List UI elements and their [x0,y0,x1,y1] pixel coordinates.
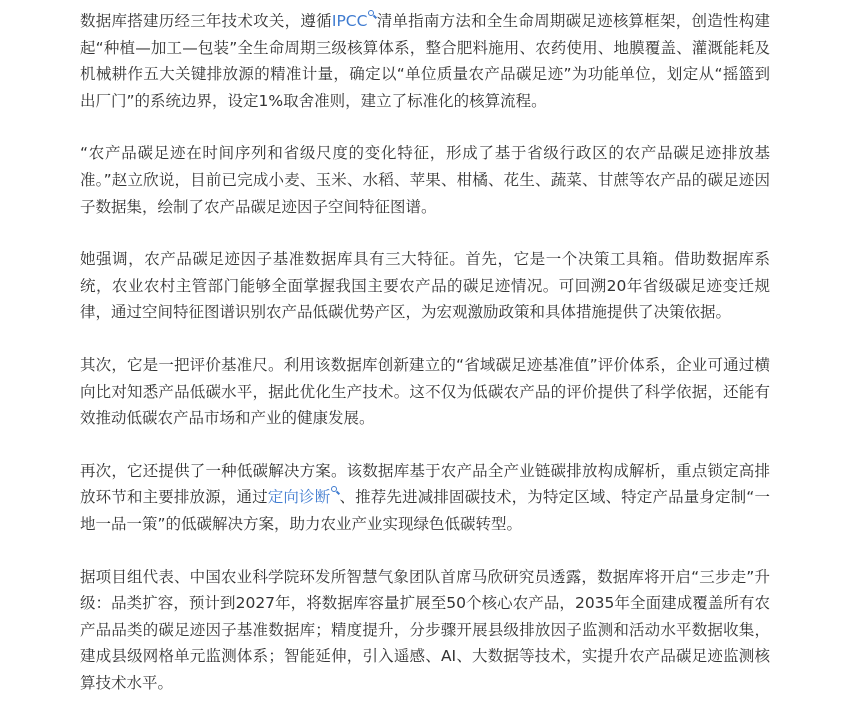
paragraph-text: 清单指南方法和全生命周期碳足迹核算框架，创造性构建起“种植—加工—包装”全生命周期三级核算体系，整合肥料施用、农药使用、地膜覆盖、灌溉能耗及机械耕作五大关键排放源的精准计量，确定以“单位质量农产品碳足迹”为功能单位，划定从“摇篮到出厂门”的系统边界，设定1%取舍准则，建立了标准化的核算流程。 [80,12,770,110]
paragraph-text: 、推荐先进减排固碳技术，为特定区域、特定产品量身定制“一地一品一策”的低碳解决方案，助力农业产业实现绿色低碳转型。 [80,488,770,533]
search-link-label: IPCC [331,12,368,30]
search-icon [331,486,339,494]
paragraph-evaluation-benchmark: 其次，它是一把评价基准尺。利用该数据库创新建立的“省域碳足迹基准值”评价体系，企业可通过横向比对知悉产品低碳水平，据此优化生产技术。这不仅为低碳农产品的评价提供了科学依据，还能有效推动低碳农产品市场和产业的健康发展。 [80,355,770,428]
search-link-label: 定向诊断 [267,488,331,507]
paragraph-database-construction [80,8,770,114]
paragraph-carbon-footprint-baseline: “农产品碳足迹在时间序列和省级尺度的变化特征，形成了基于省级行政区的农产品碳足迹排放基准。”赵立欣说，目前已完成小麦、玉米、水稻、苹果、柑橘、花生、蔬菜、甘蔗等农产品的碳足迹因子数据集，绘制了农产品碳足迹因子空间特征图谱。 [80,144,770,216]
paragraph-three-step-upgrade: 据项目组代表、中国农业科学院环发所智慧气象团队首席马欣研究员透露，数据库将开启“三步走”升级：品类扩容，预计到2027年，将数据库容量扩展至50个核心农产品，2035年全面建成覆盖所有农产品品类的碳足迹因子基准数据库；精度提升，分步骤开展县级排放因子监测和活动水平数据收集，建成县级网格单元监测体系；智能延伸，引入遥感、AI、大数据等技术，实提升农产品碳足迹监测核算技术水平。 [80,567,770,692]
article-body [80,8,770,696]
search-link-targeted-diagnosis[interactable] [268,488,340,506]
paragraph-low-carbon-solution [80,458,770,538]
paragraph-text: 再次，它还提供了一种低碳解决方案。该数据库基于农产品全产业链碳排放构成解析，重点锁定高排放环节和主要排放源，通过 [80,461,770,507]
search-link-ipcc[interactable] [332,12,377,30]
search-icon [368,10,376,18]
paragraph-text: 数据库搭建历经三年技术攻关，遵循 [80,12,332,30]
paragraph-decision-toolbox: 她强调，农产品碳足迹因子基准数据库具有三大特征。首先，它是一个决策工具箱。借助数据库系统，农业农村主管部门能够全面掌握我国主要农产品的碳足迹情况。可回溯20年省级碳足迹变迁规律，通过空间特征图谱识别农产品低碳优势产区，为宏观激励政策和具体措施提供了决策依据。 [80,250,770,322]
